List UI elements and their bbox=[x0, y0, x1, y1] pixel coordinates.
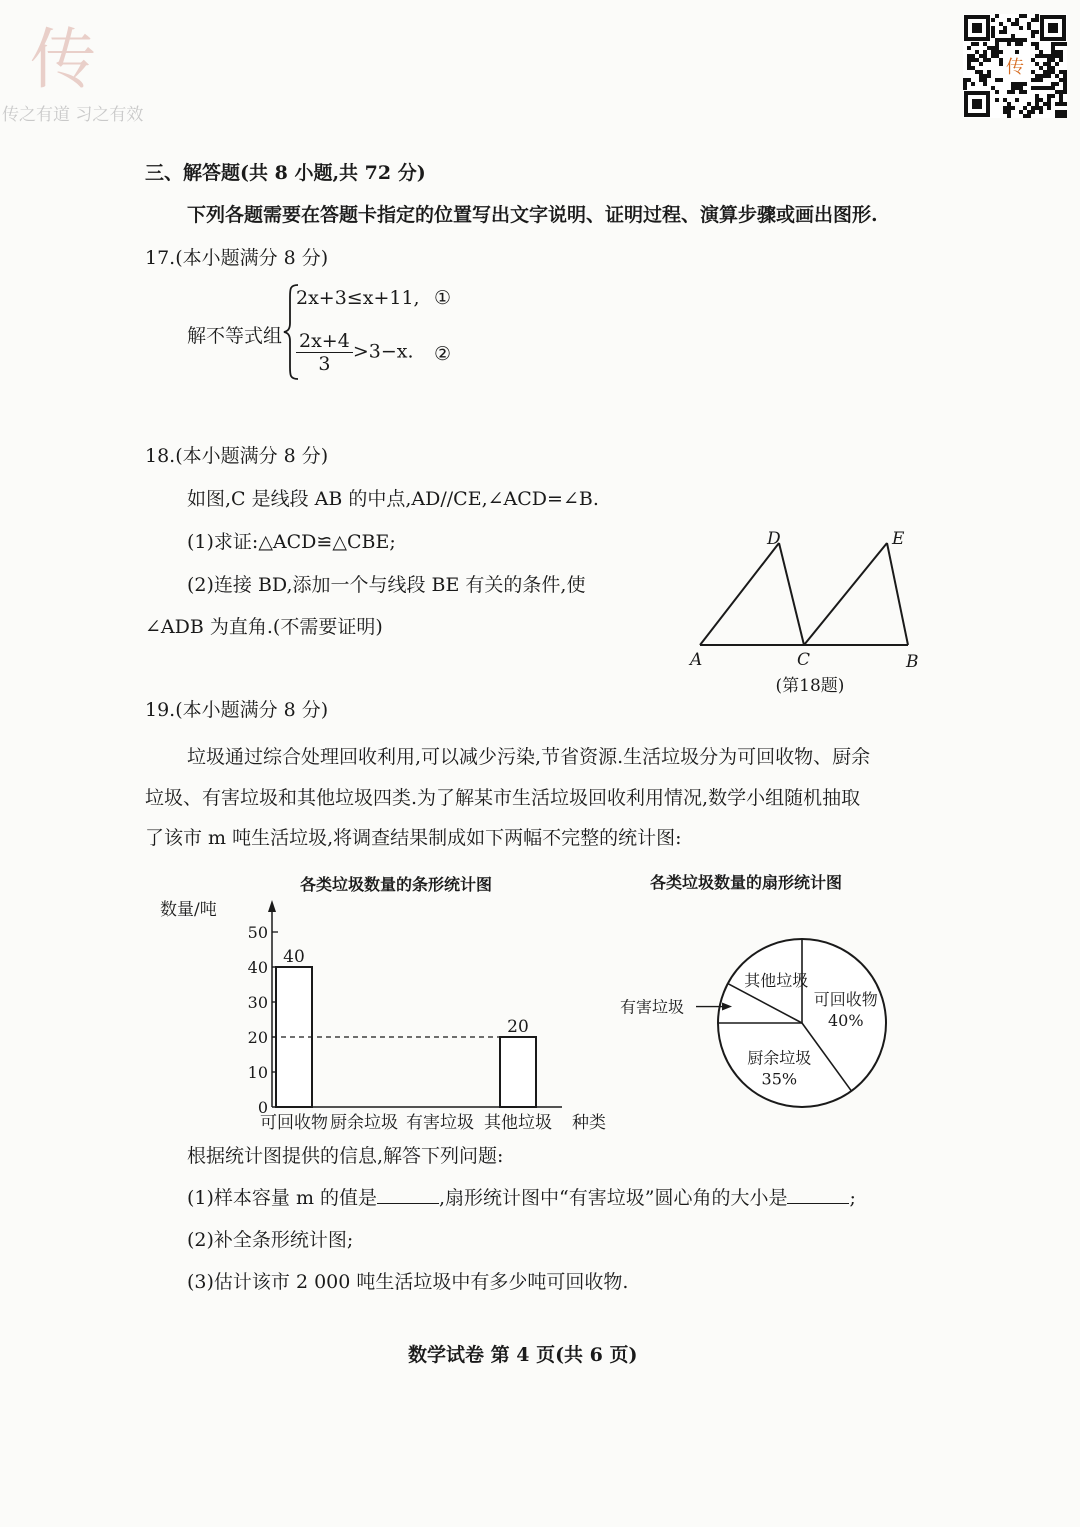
qr-code-icon bbox=[963, 14, 1067, 118]
q19-paragraph-2: 垃圾、有害垃圾和其他垃圾四类.为了解某市生活垃圾回收利用情况,数学小组随机抽取 bbox=[145, 787, 861, 809]
watermark-logo: 传 bbox=[30, 21, 96, 98]
segment-CE bbox=[804, 543, 887, 645]
q17-inequality-1: 2x+3≤x+11, bbox=[296, 287, 420, 309]
bar bbox=[500, 1037, 536, 1107]
q18-figure bbox=[680, 525, 930, 705]
watermark-tagline: 传之有道 习之有效 bbox=[2, 105, 144, 125]
page-footer: 数学试卷 第 4 页(共 6 页) bbox=[408, 1344, 638, 1366]
answer-blank-angle[interactable] bbox=[787, 1203, 849, 1204]
y-axis-arrow bbox=[268, 900, 276, 912]
q19-after-chart: 根据统计图提供的信息,解答下列问题: bbox=[187, 1145, 504, 1167]
q18-stem: 如图,C 是线段 AB 的中点,AD//CE,∠ACD=∠B. bbox=[187, 488, 599, 510]
bar-chart-title: 各类垃圾数量的条形统计图 bbox=[300, 875, 493, 894]
point-label-d: D bbox=[767, 529, 781, 549]
pie-slice-label: 其他垃圾 bbox=[744, 971, 809, 991]
point-label-b: B bbox=[906, 652, 919, 672]
y-tick-label: 20 bbox=[247, 1028, 268, 1047]
q18-header: 18.(本小题满分 8 分) bbox=[145, 445, 329, 467]
x-tick-label: 有害垃圾 bbox=[406, 1113, 474, 1133]
q19-paragraph-1: 垃圾通过综合处理回收利用,可以减少污染,节省资源.生活垃圾分为可回收物、厨余 bbox=[187, 746, 871, 768]
pie-slice-percent: 35% bbox=[761, 1069, 798, 1089]
q17-mark-1: ① bbox=[434, 287, 452, 309]
x-tick-label: 其他垃圾 bbox=[484, 1113, 552, 1133]
x-tick-label: 厨余垃圾 bbox=[330, 1113, 398, 1133]
segment-EB bbox=[887, 543, 908, 645]
q17-inequality-2 bbox=[296, 330, 414, 375]
q17-lead: 解不等式组 bbox=[187, 325, 283, 347]
bar-chart bbox=[150, 892, 630, 1137]
fraction-numerator: 2x+4 bbox=[296, 330, 353, 353]
q19-part1-c: ; bbox=[849, 1187, 856, 1209]
q18-part1: (1)求证:△ACD≌△CBE; bbox=[187, 531, 396, 553]
y-tick-label: 0 bbox=[257, 1098, 268, 1117]
q17-header: 17.(本小题满分 8 分) bbox=[145, 247, 329, 269]
q17-inequality-2-rest: >3−x. bbox=[352, 340, 414, 363]
section-instruction: 下列各题需要在答题卡指定的位置写出文字说明、证明过程、演算步骤或画出图形. bbox=[187, 204, 878, 226]
x-tick-label: 可回收物 bbox=[260, 1113, 328, 1133]
q19-part1-b: ,扇形统计图中“有害垃圾”圆心角的大小是 bbox=[439, 1187, 788, 1209]
pie-chart bbox=[600, 920, 910, 1120]
pie-slice-percent: 40% bbox=[827, 1010, 864, 1030]
answer-blank-m[interactable] bbox=[377, 1203, 439, 1204]
y-tick-label: 50 bbox=[247, 923, 268, 942]
qr-center-logo: 传 bbox=[1006, 57, 1024, 78]
fraction bbox=[296, 330, 353, 375]
pie-chart-title: 各类垃圾数量的扇形统计图 bbox=[650, 873, 843, 892]
q19-paragraph-3: 了该市 m 吨生活垃圾,将调查结果制成如下两幅不完整的统计图: bbox=[145, 827, 682, 849]
x-axis-label: 种类 bbox=[572, 1113, 606, 1133]
point-label-e: E bbox=[892, 529, 905, 549]
pie-slice-label: 厨余垃圾 bbox=[747, 1048, 812, 1068]
fraction-denominator: 3 bbox=[318, 353, 331, 375]
point-label-c: C bbox=[797, 650, 811, 670]
segment-DC bbox=[779, 543, 804, 645]
bar-data-label: 20 bbox=[507, 1017, 529, 1037]
q19-part3: (3)估计该市 2 000 吨生活垃圾中有多少吨可回收物. bbox=[187, 1271, 629, 1293]
point-label-a: A bbox=[690, 650, 703, 670]
q18-part2-line2: ∠ADB 为直角.(不需要证明) bbox=[145, 616, 383, 638]
pie-slice-label: 可回收物 bbox=[813, 989, 878, 1009]
y-tick-label: 10 bbox=[247, 1063, 268, 1082]
segment-AD bbox=[700, 543, 779, 645]
q19-part2: (2)补全条形统计图; bbox=[187, 1229, 354, 1251]
section-heading: 三、解答题(共 8 小题,共 72 分) bbox=[145, 162, 426, 184]
figure-caption: (第18题) bbox=[775, 676, 845, 696]
q19-part1 bbox=[187, 1183, 856, 1210]
y-axis-label: 数量/吨 bbox=[160, 900, 217, 920]
pie-callout-label: 有害垃圾 bbox=[620, 997, 685, 1017]
q17-mark-2: ② bbox=[434, 343, 452, 365]
bar-data-label: 40 bbox=[283, 947, 305, 967]
q18-part2-line1: (2)连接 BD,添加一个与线段 BE 有关的条件,使 bbox=[187, 574, 586, 596]
q19-header: 19.(本小题满分 8 分) bbox=[145, 699, 329, 721]
y-tick-label: 30 bbox=[247, 993, 268, 1012]
q19-part1-a: (1)样本容量 m 的值是 bbox=[187, 1187, 378, 1209]
y-tick-label: 40 bbox=[247, 958, 268, 977]
